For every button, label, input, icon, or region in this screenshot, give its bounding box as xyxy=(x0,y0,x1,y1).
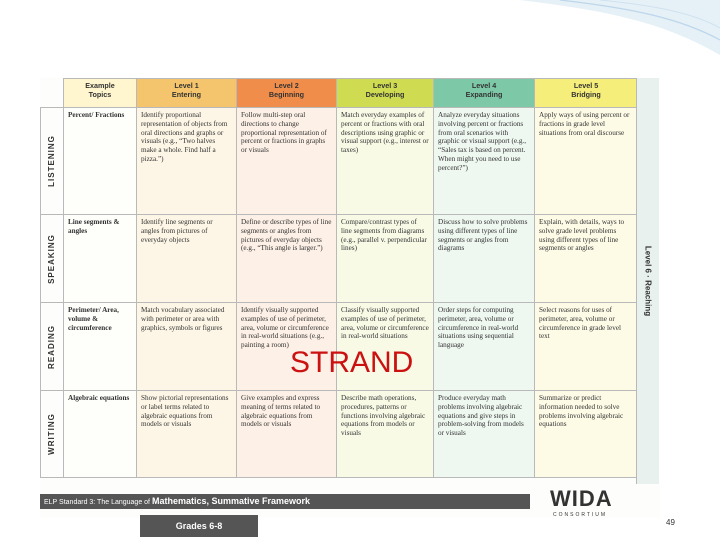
level-5-cell: Apply ways of using percent or fractions in grade level situations from oral discourse xyxy=(535,108,638,215)
footer-title xyxy=(44,495,310,509)
header-blank xyxy=(41,79,64,108)
header-level-1: Level 1 Entering xyxy=(137,79,237,108)
domain-label: READING xyxy=(47,324,57,369)
level-4-cell: Analyze everyday situations involving percent or fractions from oral scenarios with graphic or visual support (e.g., “Sales tax is based on percent. When might you need to use percent?”) xyxy=(434,108,535,215)
topic-cell: Algebraic equations xyxy=(64,391,137,478)
level-6-label: Level 6 · Reaching xyxy=(643,245,653,317)
topic-cell: Line segments & angles xyxy=(64,215,137,303)
domain-label: WRITING xyxy=(47,413,57,455)
footer-emphasis: Mathematics, Summative Framework xyxy=(151,496,311,506)
table-row xyxy=(41,391,638,478)
domain-cell xyxy=(41,108,64,215)
wida-logo: WIDA xyxy=(550,486,613,511)
strand-overlay-label: STRAND xyxy=(290,346,414,379)
topic-cell: Perimeter/ Area, volume & circumference xyxy=(64,303,137,391)
table-row xyxy=(41,215,638,303)
header-level-5: Level 5 Bridging xyxy=(535,79,638,108)
level-2-cell: Define or describe types of line segments or angles from pictures of everyday objects (e.g., “This angle is larger.”) xyxy=(237,215,337,303)
header-level-2: Level 2 Beginning xyxy=(237,79,337,108)
header-row xyxy=(41,79,638,108)
corner-swoosh-decoration xyxy=(0,0,720,60)
header-topics: Example Topics xyxy=(64,79,137,108)
level-5-cell: Select reasons for uses of perimeter, area, volume or circumference in grade level text xyxy=(535,303,638,391)
table-row xyxy=(41,108,638,215)
level-3-cell: Match everyday examples of percent or fractions with oral descriptions using graphic or visual support (e.g., interest or taxes) xyxy=(337,108,434,215)
framework-page xyxy=(40,78,660,518)
level-3-cell: Compare/contrast types of line segments from diagrams (e.g., parallel v. perpendicular lines) xyxy=(337,215,434,303)
header-level-3: Level 3 Developing xyxy=(337,79,434,108)
domain-cell xyxy=(41,215,64,303)
level-3-cell: Describe math operations, procedures, patterns or functions involving algebraic equations from models or visuals xyxy=(337,391,434,478)
level-3-cell: Classify visually supported examples of use of perimeter, area, volume or circumference in real-world situations xyxy=(337,303,434,391)
level-1-cell: Identify proportional representation of objects from oral directions and graphs or visuals (e.g., “Two halves make a whole. Find half a pizza.”) xyxy=(137,108,237,215)
level-4-cell: Produce everyday math problems involving algebraic equations and give steps in problem-solving from models or visuals xyxy=(434,391,535,478)
page-number: 49 xyxy=(666,518,675,527)
level-2-cell: Give examples and express meaning of terms related to algebraic equations from models or visuals xyxy=(237,391,337,478)
level-2-cell: Identify visually supported examples of use of perimeter, area, volume or circumference in real-world situations (e.g., painting a room) xyxy=(237,303,337,391)
level-2-cell: Follow multi-step oral directions to change proportional representation of percent or fractions in graphs or visuals xyxy=(237,108,337,215)
domain-cell xyxy=(41,391,64,478)
domain-cell xyxy=(41,303,64,391)
level-5-cell: Summarize or predict information needed to solve problems involving algebraic equations xyxy=(535,391,638,478)
level-6-side-bar xyxy=(636,78,659,484)
header-level-4: Level 4 Expanding xyxy=(434,79,535,108)
level-4-cell: Discuss how to solve problems using different types of line segments or angles from diagrams xyxy=(434,215,535,303)
level-1-cell: Match vocabulary associated with perimeter or area with graphics, symbols or figures xyxy=(137,303,237,391)
framework-table xyxy=(40,78,638,478)
level-5-cell: Explain, with details, ways to solve grade level problems using different types of line segments or angles xyxy=(535,215,638,303)
footer-prefix: ELP Standard 3: The Language of xyxy=(44,499,152,506)
wida-logo-subtitle: CONSORTIUM xyxy=(553,512,608,518)
domain-label: LISTENING xyxy=(47,135,57,187)
domain-label: SPEAKING xyxy=(47,233,57,284)
level-4-cell: Order steps for computing perimeter, area, volume or circumference in real-world situations using sequential language xyxy=(434,303,535,391)
level-1-cell: Identify line segments or angles from pictures of everyday objects xyxy=(137,215,237,303)
topic-cell: Percent/ Fractions xyxy=(64,108,137,215)
grades-tab: Grades 6-8 xyxy=(140,515,258,537)
level-1-cell: Show pictorial representations or label terms related to algebraic equations from models or visuals xyxy=(137,391,237,478)
